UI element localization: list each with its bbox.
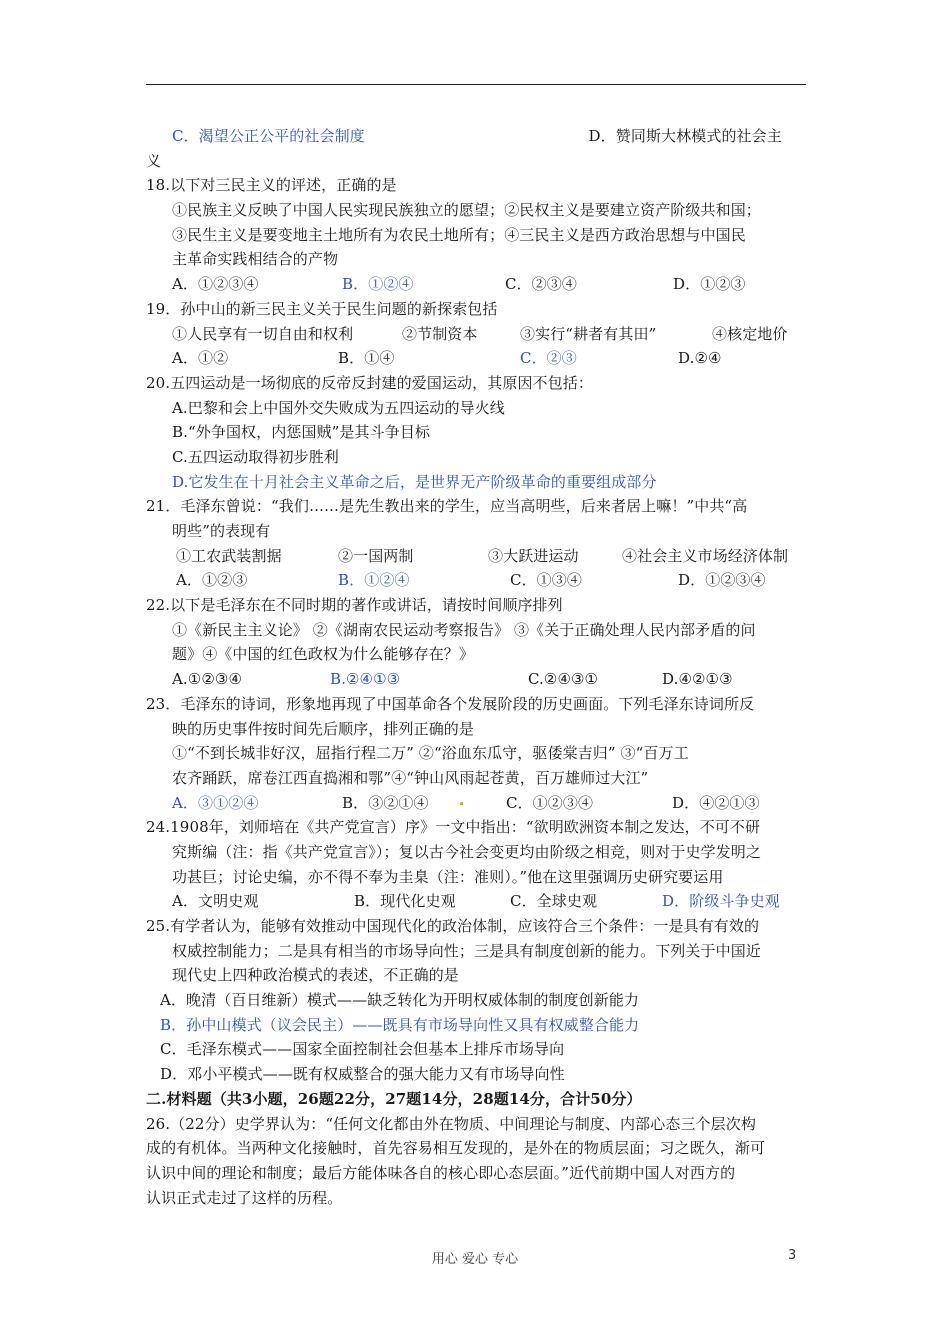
q22-option-d: D.④②①③ <box>662 670 733 689</box>
q17-option-d-cont: 义 <box>146 151 162 170</box>
q19-item-3: ③实行“耕者有其田” <box>520 324 657 343</box>
q19-stem: 19．孙中山的新三民主义关于民生问题的新探索包括 <box>146 299 498 318</box>
q22-option-b: B.②④①③ <box>330 670 401 689</box>
q23-option-d: D．④②①③ <box>672 793 760 812</box>
q25-option-b: B．孙中山模式（议会民主）——既具有市场导向性又具有权威整合能力 <box>160 1015 640 1034</box>
q25-option-d: D．邓小平模式——既有权威整合的强大能力又有市场导向性 <box>160 1065 565 1084</box>
page-footer: 用心 爱心 专心 <box>431 1252 519 1267</box>
q18-body-3: 主革命实践相结合的产物 <box>172 250 339 269</box>
q19-item-1: ①人民享有一切自由和权利 <box>172 324 354 343</box>
q23-stem-2: 映的历史事件按时间先后顺序，排列正确的是 <box>172 719 475 738</box>
page-number: 3 <box>788 1248 797 1263</box>
q23-option-a: A．③①②④ <box>172 793 259 812</box>
q19-option-a: A．①② <box>172 349 229 368</box>
q24-option-a: A．文明史观 <box>172 892 259 911</box>
q18-option-d: D．①②③ <box>673 275 746 294</box>
q26-body-1: 26.（22分）史学界认为：“任何文化都由外在物质、中间理论与制度、内部心态三个层次构 <box>146 1114 756 1133</box>
q18-option-b: B．①②④ <box>342 275 414 294</box>
page-content <box>146 124 826 1210</box>
q21-option-b: B．①②④ <box>338 571 410 590</box>
q21-items <box>146 544 826 569</box>
q26-body-2: 成的有机体。当两种文化接触时，首先容易相互发现的，是外在的物质层面；习之既久，渐可 <box>146 1139 766 1158</box>
q18-stem: 18.以下对三民主义的评述，正确的是 <box>146 176 397 195</box>
q21-options <box>146 568 826 593</box>
q19-option-d: D.②④ <box>678 349 722 368</box>
q24-stem-2: 究斯编（注：指《共产党宣言》）；复以古今社会变更均由阶级之相竞，则对于史学发明之 <box>172 842 762 861</box>
q26-body-4: 认识正式走过了这样的历程。 <box>146 1188 343 1207</box>
q20-option-b: B.“外争国权，内惩国贼”是其斗争目标 <box>172 423 431 442</box>
q19-items <box>146 322 826 347</box>
q24-stem-1: 24.1908年，刘师培在《共产党宣言）序》一文中指出：“欲明欧洲资本制之发达，不可不研 <box>146 818 761 837</box>
q25-stem-2: 权威控制能力；二是具有相当的市场导向性；三是具有制度创新的能力。下列关于中国近 <box>172 941 761 960</box>
q20-stem: 20.五四运动是一场彻底的反帝反封建的爱国运动，其原因不包括： <box>146 373 593 392</box>
q22-option-a: A.①②③④ <box>172 670 242 689</box>
q18-body-1: ①民族主义反映了中国人民实现民族独立的愿望；②民权主义是要建立资产阶级共和国； <box>172 201 761 220</box>
q23-body-2: 农齐踊跃，席卷江西直捣湘和鄂”④“钟山风雨起苍黄，百万雄师过大江” <box>172 768 649 787</box>
q22-body-1: ①《新民主主义论》 ②《湖南农民运动考察报告》 ③《关于正确处理人民内部矛盾的问 <box>172 620 756 639</box>
q21-stem-2: 明些”的表现有 <box>172 522 271 540</box>
q25-stem-1: 25.有学者认为，能够有效推动中国现代化的政治体制，应该符合三个条件：一是具有有效的 <box>146 917 760 935</box>
header-rule <box>146 84 806 85</box>
q18-option-a: A．①②③④ <box>172 275 259 294</box>
q19-item-2: ②节制资本 <box>402 324 478 343</box>
q17-option-c: C．渴望公正公平的社会制度 <box>172 127 365 145</box>
q21-stem-1: 21．毛泽东曾说：“我们……是先生教出来的学生，应当高明些，后来者居上嘛！”中共“高 <box>146 497 748 516</box>
q20-option-c: C.五四运动取得初步胜利 <box>172 447 339 466</box>
q25-stem-3: 现代史上四种政治模式的表述，不正确的是 <box>172 966 459 985</box>
q21-item-4: ④社会主义市场经济体制 <box>622 546 789 565</box>
q23-option-b: B．③②①④ <box>342 793 429 812</box>
q17-option-d: D．赞同斯大林模式的社会主 <box>588 127 782 145</box>
q21-item-2: ②一国两制 <box>338 546 414 565</box>
q24-options <box>146 889 826 914</box>
q19-item-4: ④核定地价 <box>712 324 788 343</box>
q20-option-a: A.巴黎和会上中国外交失败成为五四运动的导火线 <box>172 398 505 417</box>
q18-option-c: C．②③④ <box>505 275 577 294</box>
q23-options <box>146 791 826 816</box>
q22-option-c: C.②④③① <box>528 670 599 689</box>
q23-stem-1: 23．毛泽东的诗词，形象地再现了中国革命各个发展阶段的历史画面。下列毛泽东诗词所反 <box>146 694 755 713</box>
q23-option-c: C．①②③④ <box>506 793 594 812</box>
q18-body-2: ③民生主义是要变地主土地所有为农民土地所有；④三民主义是西方政治思想与中国民 <box>172 225 746 244</box>
q22-stem: 22.以下是毛泽东在不同时期的著作或讲话，请按时间顺序排列 <box>146 596 563 615</box>
stray-mark <box>460 802 463 805</box>
q19-option-c: C．②③ <box>520 349 577 368</box>
q21-option-c: C．①③④ <box>510 571 582 590</box>
q25-option-a: A．晚清（百日维新）模式——缺乏转化为开明权威体制的制度创新能力 <box>160 991 640 1010</box>
q21-option-d: D．①②③④ <box>678 571 766 590</box>
q23-body-1: ①“不到长城非好汉，屈指行程二万” ②“浴血东瓜守，驱倭棠吉归” ③“百万工 <box>172 744 689 763</box>
q21-option-a: A．①②③ <box>176 571 248 590</box>
q20-option-d: D.它发生在十月社会主义革命之后，是世界无产阶级革命的重要组成部分 <box>172 472 657 491</box>
q17-options-line <box>146 124 826 149</box>
q21-item-3: ③大跃进运动 <box>488 546 579 565</box>
q21-item-1: ①工农武装割据 <box>176 546 282 565</box>
q26-body-3: 认识中间的理论和制度；最后方能体味各自的核心即心态层面。”近代前期中国人对西方的 <box>146 1163 736 1182</box>
q24-option-d: D．阶级斗争史观 <box>662 892 780 911</box>
q24-option-b: B．现代化史观 <box>354 892 456 911</box>
q19-options <box>146 346 826 371</box>
q25-option-c: C．毛泽东模式——国家全面控制社会但基本上排斥市场导向 <box>160 1040 565 1059</box>
section-heading: 二.材料题（共3小题，26题22分，27题14分，28题14分，合计50分） <box>146 1089 642 1108</box>
q22-options <box>146 667 826 692</box>
q19-option-b: B．①④ <box>338 349 395 368</box>
q22-body-2: 题》④《中国的红色政权为什么能够存在？》 <box>172 645 475 664</box>
q18-options <box>146 272 826 297</box>
q24-stem-3: 功甚巨；讨论史编，亦不得不奉为圭臬（注：准则）。”他在这里强调历史研究要运用 <box>172 867 724 886</box>
q24-option-c: C．全球史观 <box>510 892 598 911</box>
